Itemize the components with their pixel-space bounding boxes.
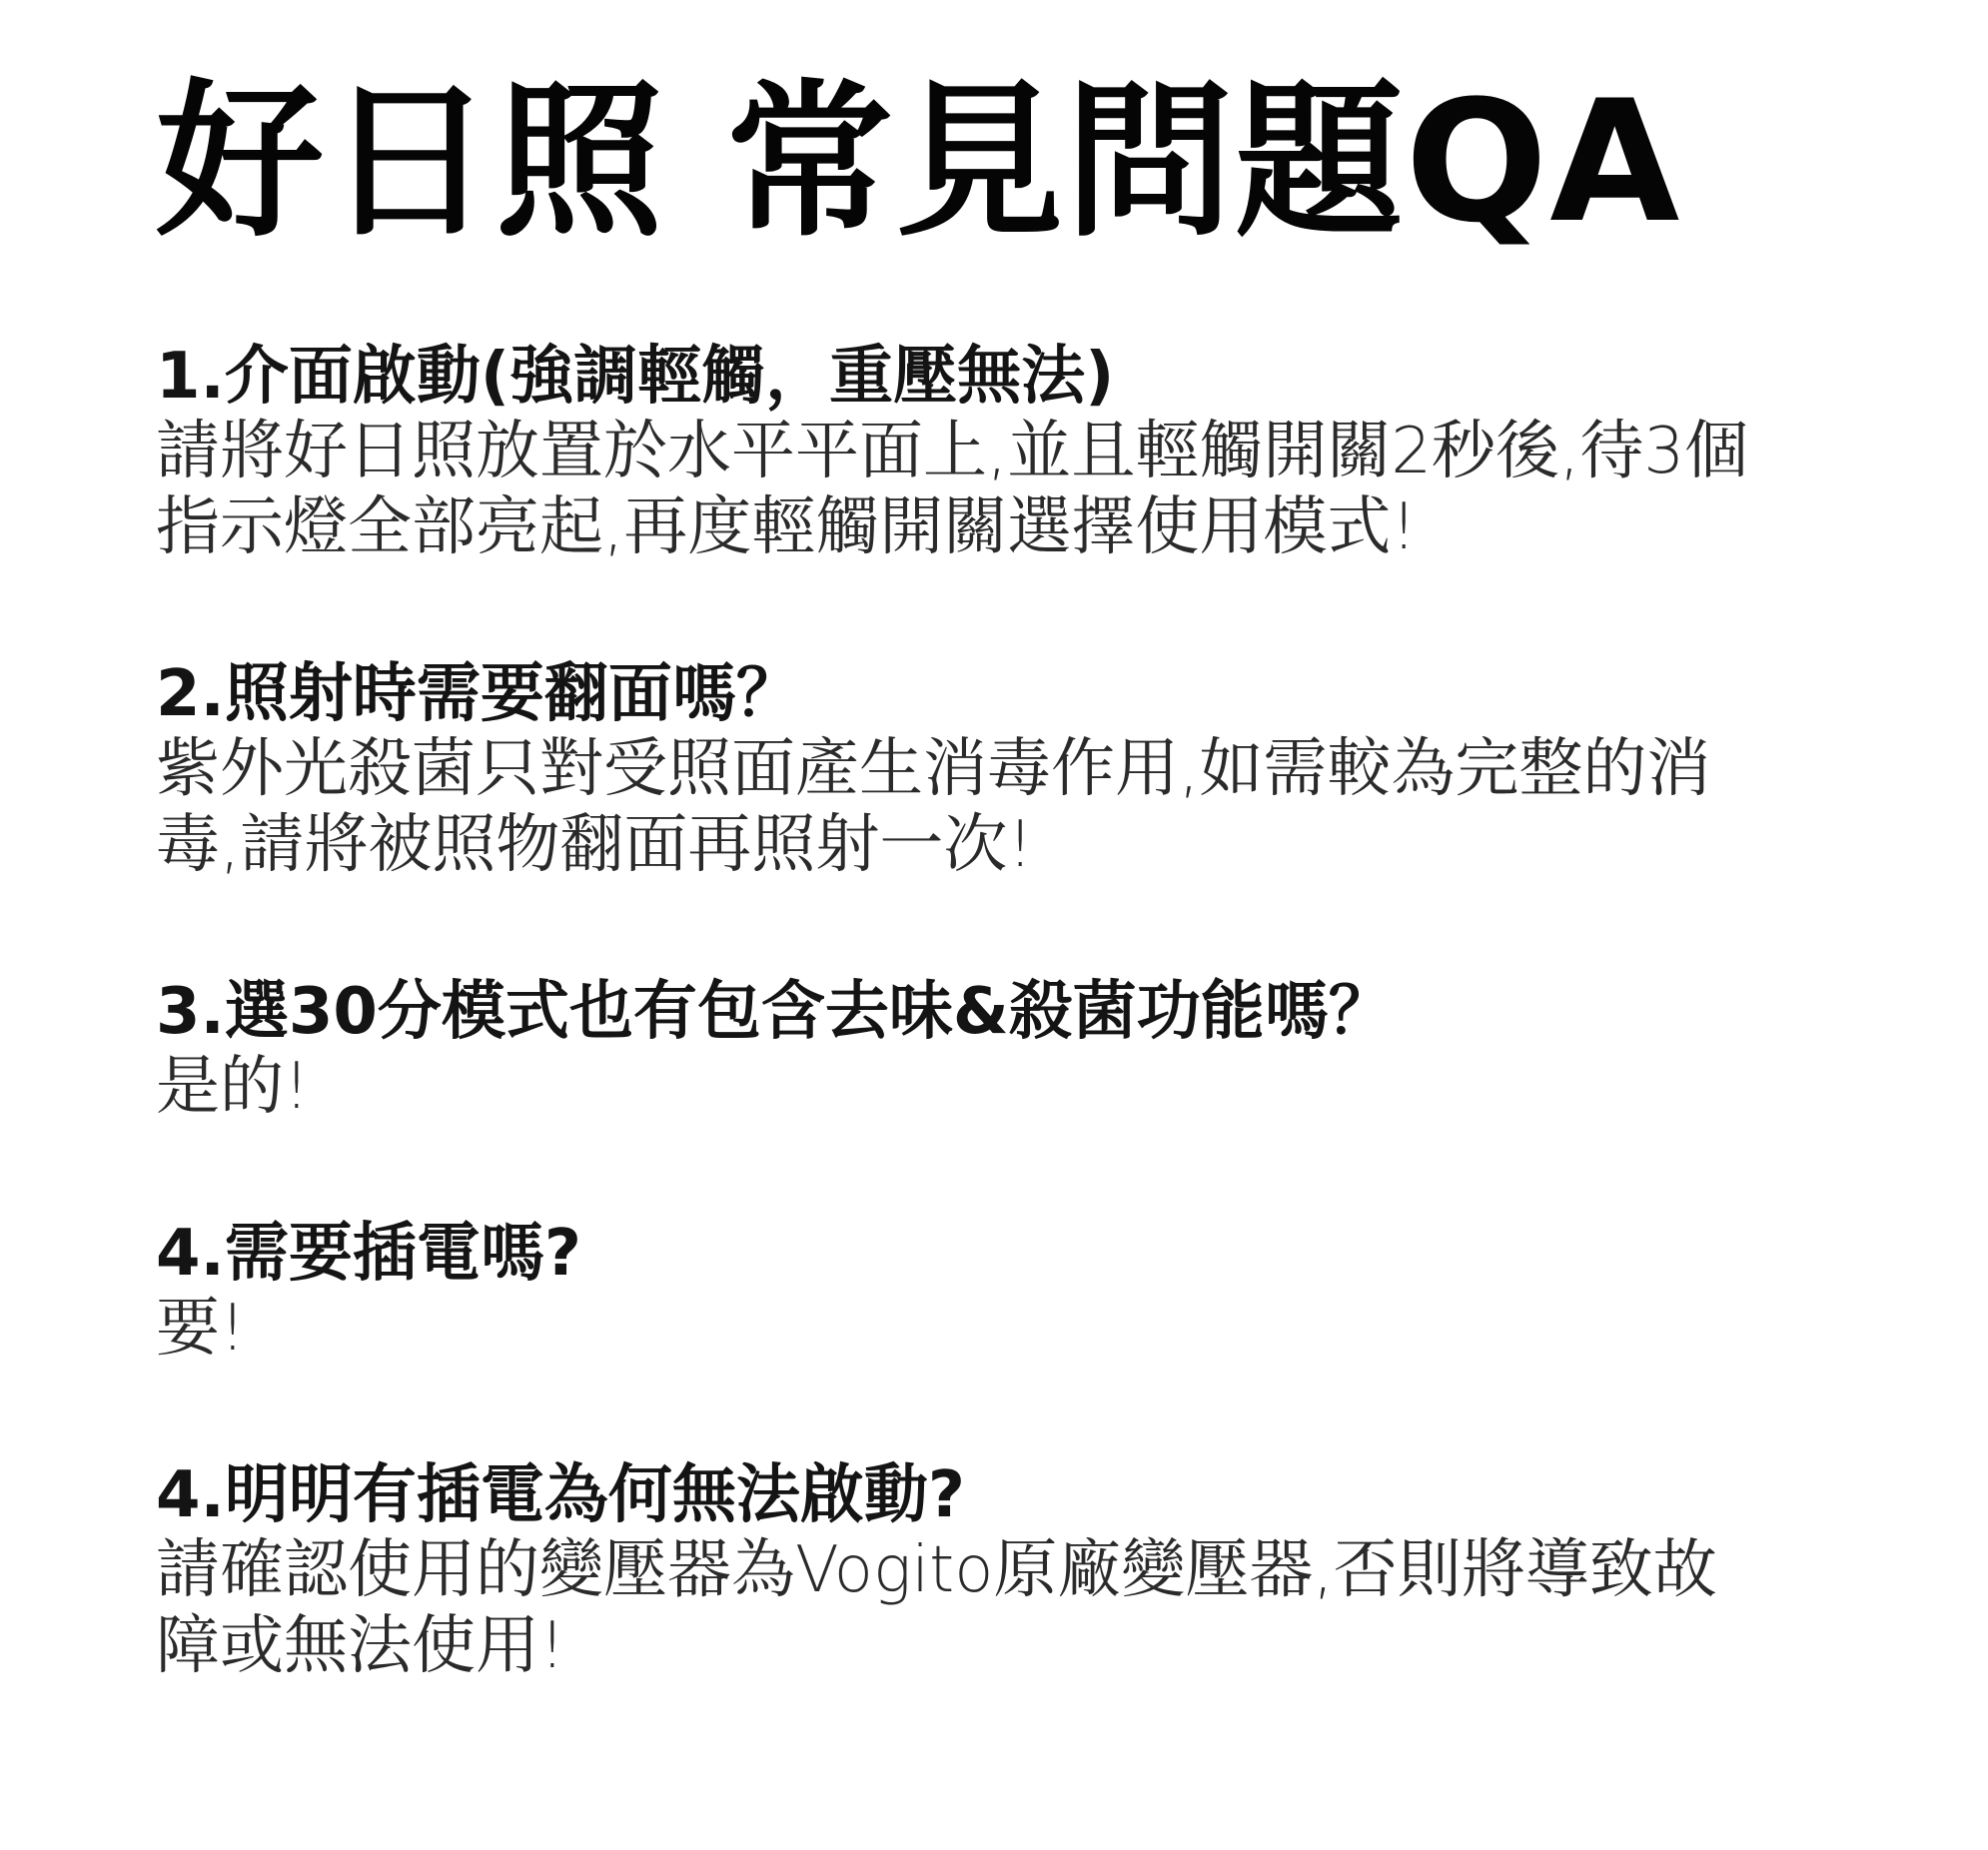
faq-question-3: 3.選30分模式也有包含去味&殺菌功能嗎？ bbox=[156, 975, 1393, 1049]
faq-item-3 bbox=[156, 975, 1874, 1125]
faq-item-1 bbox=[156, 340, 1874, 565]
faq-answer-2: 紫外光殺菌只對受照面產生消毒作用,如需較為完整的消 毒,請將被照物翻面再照射一次! bbox=[156, 732, 1711, 882]
faq-question-2: 2.照射時需要翻面嗎？ bbox=[156, 657, 800, 731]
faq-answer-3: 是的! bbox=[156, 1050, 310, 1124]
faq-answer-5: 請確認使用的變壓器為Vogito原廠變壓器,否則將導致故 障或無法使用! bbox=[156, 1533, 1717, 1683]
faq-item-2 bbox=[156, 657, 1874, 883]
faq-item-5 bbox=[156, 1458, 1874, 1684]
faq-question-5: 4.明明有插電為何無法啟動? bbox=[156, 1458, 965, 1532]
faq-answer-1: 請將好日照放置於水平平面上,並且輕觸開關2秒後,待3個 指示燈全部亮起,再度輕觸開關選擇使用模式! bbox=[156, 415, 1749, 564]
faq-item-4 bbox=[156, 1217, 1874, 1367]
faq-answer-4: 要! bbox=[156, 1292, 246, 1366]
faq-question-1: 1.介面啟動(強調輕觸，重壓無法) bbox=[156, 340, 1115, 414]
faq-question-4: 4.需要插電嗎? bbox=[156, 1217, 581, 1291]
page-title: 好日照 常見問題QA bbox=[156, 64, 1682, 260]
